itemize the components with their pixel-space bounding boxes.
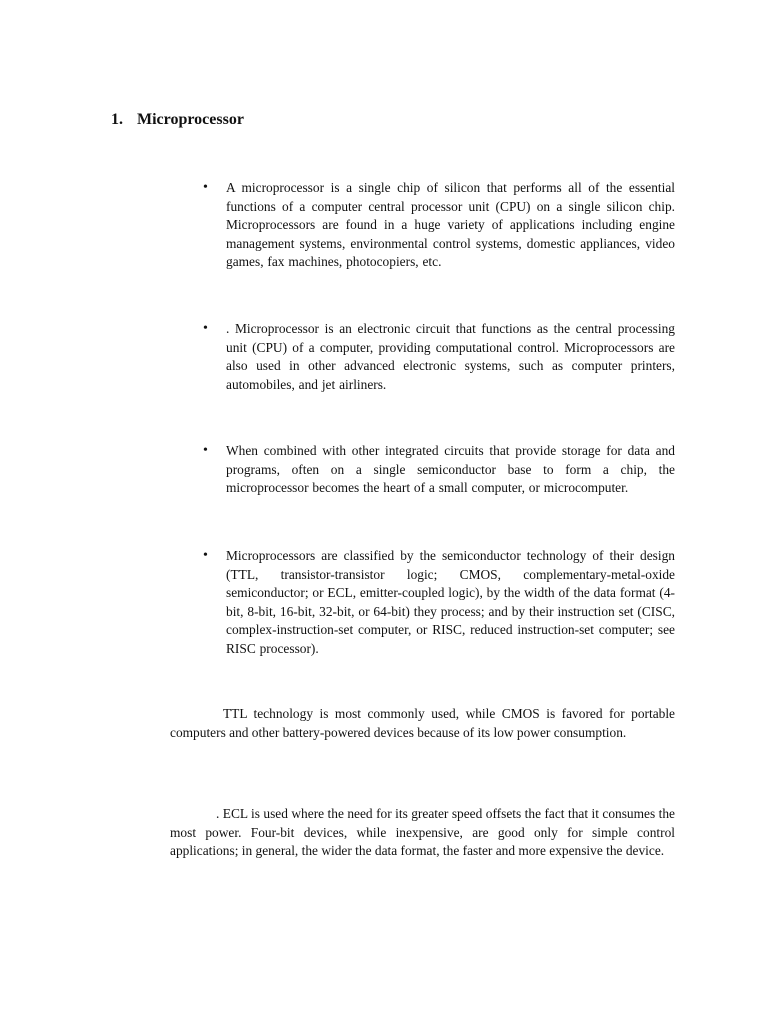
bullet-text: A microprocessor is a single chip of silicon that performs all of the essential functions of a computer central processor unit (CPU) on a single silicon chip. Microprocessors are found in a huge variety of applications including engine management systems, environmental control systems, domestic appliances, video games, fax machines, photocopiers, etc. bbox=[226, 180, 675, 269]
bullet-item-3 bbox=[203, 442, 675, 498]
paragraph-ecl: . ECL is used where the need for its greater speed offsets the fact that it consumes the most power. Four-bit devices, while inexpensive, are good only for simple control applications; in general, the wider the data format, the faster and more expensive the device. bbox=[170, 806, 675, 858]
bullet-marker: • bbox=[203, 443, 208, 458]
bullet-text: Microprocessors are classified by the semiconductor technology of their design (TTL, transistor-transistor logic; CMOS, complementary-metal-oxide semiconductor; or ECL, emitter-coupled logic), by the width of the data format (4-bit, 8-bit, 16-bit, 32-bit, or 64-bit) they process; and by their instruction set (CISC, complex-instruction-set computer, or RISC, reduced instruction-set computer; see RISC processor). bbox=[226, 548, 675, 656]
section-heading bbox=[111, 110, 244, 130]
bullet-item-4 bbox=[203, 547, 675, 658]
bullet-marker: • bbox=[203, 548, 208, 563]
section-title: Microprocessor bbox=[137, 111, 244, 128]
bullet-item-1 bbox=[203, 179, 675, 272]
bullet-marker: • bbox=[203, 321, 208, 336]
bullet-text: . Microprocessor is an electronic circuit that functions as the central processing unit (CPU) of a computer, providing computational control. Microprocessors are also used in other advanced electronic systems, such as computer printers, automobiles, and jet airliners. bbox=[226, 321, 675, 392]
section-number: 1. bbox=[111, 111, 123, 128]
bullet-item-2 bbox=[203, 320, 675, 394]
bullet-text: When combined with other integrated circuits that provide storage for data and programs, often on a single semiconductor base to form a chip, the microprocessor becomes the heart of a small computer, or microcomputer. bbox=[226, 443, 675, 495]
bullet-marker: • bbox=[203, 180, 208, 195]
paragraph-ttl: TTL technology is most commonly used, while CMOS is favored for portable computers and other battery-powered devices because of its low power consumption. bbox=[170, 706, 675, 740]
